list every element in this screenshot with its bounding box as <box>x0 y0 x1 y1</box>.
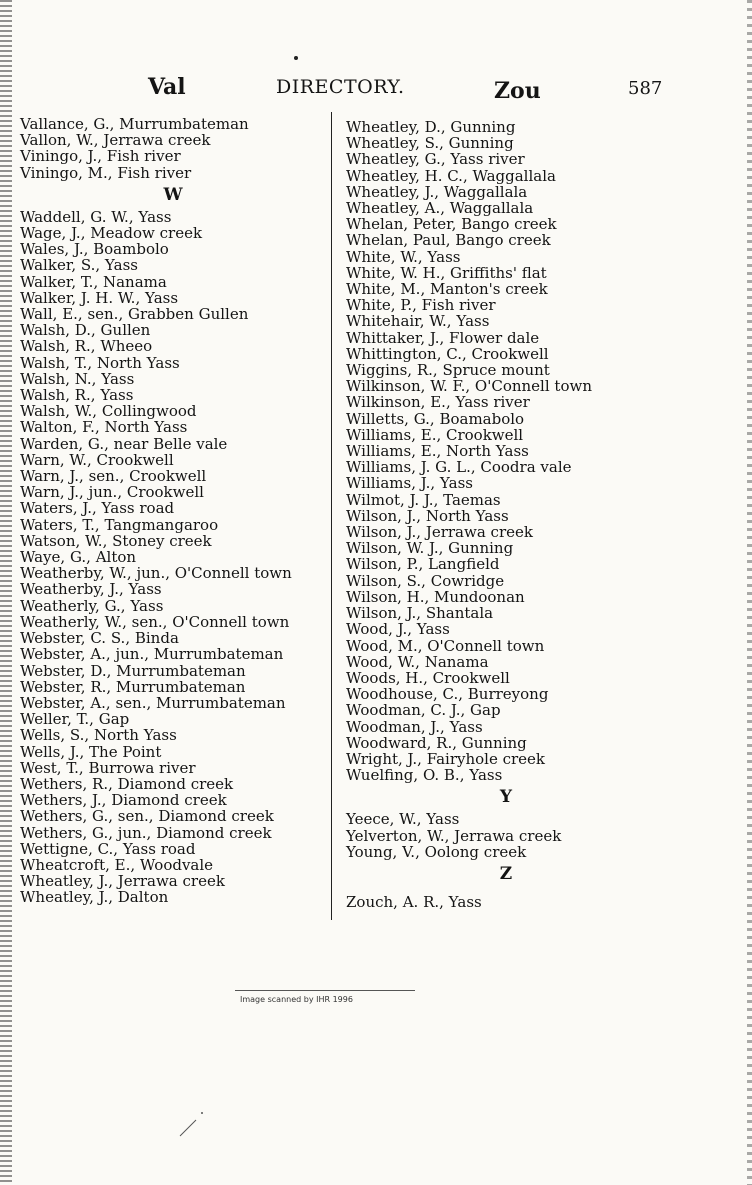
directory-entry: Walker, S., Yass <box>20 256 139 275</box>
directory-entry: Woodman, C. J., Gap <box>346 701 501 720</box>
directory-entry: Wheatcroft, E., Woodvale <box>20 855 214 874</box>
directory-entry: Walsh, R., Wheeo <box>20 337 153 356</box>
directory-entry: Warden, G., near Belle vale <box>20 434 228 453</box>
directory-entry: Williams, E., North Yass <box>346 442 529 461</box>
book-binding-edge <box>0 0 12 1185</box>
directory-entry: White, M., Manton's creek <box>346 280 548 299</box>
directory-entry: Wilson, J., Jerrawa creek <box>346 523 533 542</box>
right-column <box>346 119 666 910</box>
directory-entry: Waddell, G. W., Yass <box>20 207 172 226</box>
directory-entry: Wales, J., Boambolo <box>20 240 169 259</box>
section-letter: Z <box>499 863 513 884</box>
directory-entry: Wethers, G., sen., Diamond creek <box>20 807 274 826</box>
directory-entry: Yeece, W., Yass <box>346 810 460 829</box>
directory-entry: Walsh, W., Collingwood <box>20 402 197 421</box>
directory-entry: White, W., Yass <box>346 247 461 266</box>
directory-entry: Zouch, A. R., Yass <box>346 892 482 911</box>
directory-entry: Wheatley, S., Gunning <box>346 134 514 153</box>
directory-entry: Warn, J., jun., Crookwell <box>20 483 204 502</box>
directory-entry: Wheatley, D., Gunning <box>346 118 516 136</box>
directory-entry: White, P., Fish river <box>346 296 496 315</box>
directory-entry: Wilson, P., Langfield <box>346 555 500 574</box>
directory-entry: Whelan, Paul, Bango creek <box>346 231 551 250</box>
directory-entry: Walton, F., North Yass <box>20 418 188 437</box>
directory-entry: Wheatley, H. C., Waggallala <box>346 166 556 185</box>
page-header <box>0 72 752 102</box>
directory-entry: Walker, T., Nanama <box>20 272 167 291</box>
directory-entry: Webster, D., Murrumbateman <box>20 661 246 680</box>
column-divider <box>331 112 332 920</box>
directory-entry: Wilson, H., Mundoonan <box>346 587 525 606</box>
running-head-right: Zou <box>494 78 541 104</box>
directory-entry: Wall, E., sen., Grabben Gullen <box>20 305 249 324</box>
directory-entry: Wells, J., The Point <box>20 742 162 761</box>
directory-entry: Woodman, J., Yass <box>346 717 483 736</box>
directory-entry: Whitehair, W., Yass <box>346 312 490 331</box>
directory-entry: Wheatley, A., Waggallala <box>346 199 534 218</box>
directory-entry: Wilkinson, E., Yass river <box>346 393 530 412</box>
directory-entry: Webster, A., sen., Murrumbateman <box>20 693 286 712</box>
directory-entry: Wage, J., Meadow creek <box>20 224 203 243</box>
directory-entry: Webster, A., jun., Murrumbateman <box>20 645 284 664</box>
directory-entry: Wethers, G., jun., Diamond creek <box>20 823 272 842</box>
directory-entry: Viningo, J., Fish river <box>20 147 181 166</box>
directory-entry: Wheatley, J., Jerrawa creek <box>20 872 225 891</box>
directory-entry: Wood, W., Nanama <box>346 652 489 671</box>
directory-entry: Williams, E., Crookwell <box>346 425 524 444</box>
directory-entry: Willetts, G., Boamabolo <box>346 409 525 428</box>
directory-entry: Whelan, Peter, Bango creek <box>346 215 557 234</box>
directory-entry: Waters, T., Tangmangaroo <box>20 515 219 534</box>
directory-entry: Wilson, S., Cowridge <box>346 571 505 590</box>
directory-entry: Wilmot, J. J., Taemas <box>346 490 501 509</box>
directory-entry: Wettigne, C., Yass road <box>20 839 196 858</box>
directory-entry: Wood, J., Yass <box>346 620 450 639</box>
directory-entry: Webster, R., Murrumbateman <box>20 677 246 696</box>
directory-entry: Wood, M., O'Connell town <box>346 636 545 655</box>
directory-entry: Walsh, T., North Yass <box>20 353 180 372</box>
directory-entry: Wright, J., Fairyhole creek <box>346 749 546 768</box>
directory-entry: Whittaker, J., Flower dale <box>346 328 540 347</box>
directory-entry: Whittington, C., Crookwell <box>346 344 549 363</box>
directory-entry: Wilson, W. J., Gunning <box>346 539 514 558</box>
directory-entry: Webster, C. S., Binda <box>20 629 179 648</box>
directory-entry: Wheatley, J., Waggallala <box>346 182 528 201</box>
directory-entry: Wilson, J., Shantala <box>346 604 494 623</box>
directory-entry: West, T., Burrowa river <box>20 758 196 777</box>
footer-rule <box>235 990 415 991</box>
directory-entry: Wuelfing, O. B., Yass <box>346 766 503 785</box>
directory-entry: Vallon, W., Jerrawa creek <box>20 131 211 150</box>
directory-entry: Wilkinson, W. F., O'Connell town <box>346 377 592 396</box>
directory-entry: Wethers, J., Diamond creek <box>20 791 227 810</box>
running-head-left: Val <box>148 74 186 100</box>
directory-entry: Woods, H., Crookwell <box>346 668 510 687</box>
directory-entry: Vallance, G., Murrumbateman <box>20 115 249 133</box>
directory-entry: Williams, J., Yass <box>346 474 473 493</box>
directory-entry: White, W. H., Griffiths' flat <box>346 263 547 282</box>
directory-entry: Walsh, D., Gullen <box>20 321 151 340</box>
section-letter: W <box>163 184 183 205</box>
directory-entry: Wheatley, G., Yass river <box>346 150 525 169</box>
directory-entry: Walsh, R., Yass <box>20 386 134 405</box>
directory-entry: Yelverton, W., Jerrawa creek <box>346 826 562 845</box>
directory-entry: Wethers, R., Diamond creek <box>20 774 234 793</box>
ink-speck <box>294 56 298 60</box>
scan-credit: Image scanned by IHR 1996 <box>240 995 353 1004</box>
directory-entry: Woodhouse, C., Burreyong <box>346 685 549 704</box>
directory-entry: Wells, S., North Yass <box>20 726 177 745</box>
directory-entry: Weatherly, W., sen., O'Connell town <box>20 612 290 631</box>
directory-entry: Waters, J., Yass road <box>20 499 175 518</box>
directory-entry: Wheatley, J., Dalton <box>20 888 169 907</box>
directory-entry: Weatherly, G., Yass <box>20 596 164 615</box>
page-number: 587 <box>628 78 663 99</box>
directory-entry: Young, V., Oolong creek <box>346 842 527 861</box>
directory-entry: Warn, J., sen., Crookwell <box>20 467 207 486</box>
directory-entry: Weller, T., Gap <box>20 710 130 729</box>
directory-entry: Waye, G., Alton <box>20 548 137 567</box>
directory-entry: Watson, W., Stoney creek <box>20 531 212 550</box>
directory-entry: Weatherby, W., jun., O'Connell town <box>20 564 292 583</box>
section-letter: Y <box>499 787 513 808</box>
directory-entry: Williams, J. G. L., Coodra vale <box>346 458 572 477</box>
directory-entry: Warn, W., Crookwell <box>20 450 174 469</box>
directory-entry: Wilson, J., North Yass <box>346 506 509 525</box>
directory-entry: Wiggins, R., Spruce mount <box>346 361 550 380</box>
directory-entry: Walsh, N., Yass <box>20 369 135 388</box>
page-edge-shadow <box>747 0 752 1185</box>
pencil-mark <box>178 1110 208 1140</box>
left-column <box>20 116 326 906</box>
directory-entry: Woodward, R., Gunning <box>346 733 527 752</box>
directory-entry: Weatherby, J., Yass <box>20 580 162 599</box>
directory-entry: Viningo, M., Fish river <box>20 163 192 182</box>
running-head-title: DIRECTORY. <box>276 76 405 98</box>
directory-entry: Walker, J. H. W., Yass <box>20 288 179 307</box>
